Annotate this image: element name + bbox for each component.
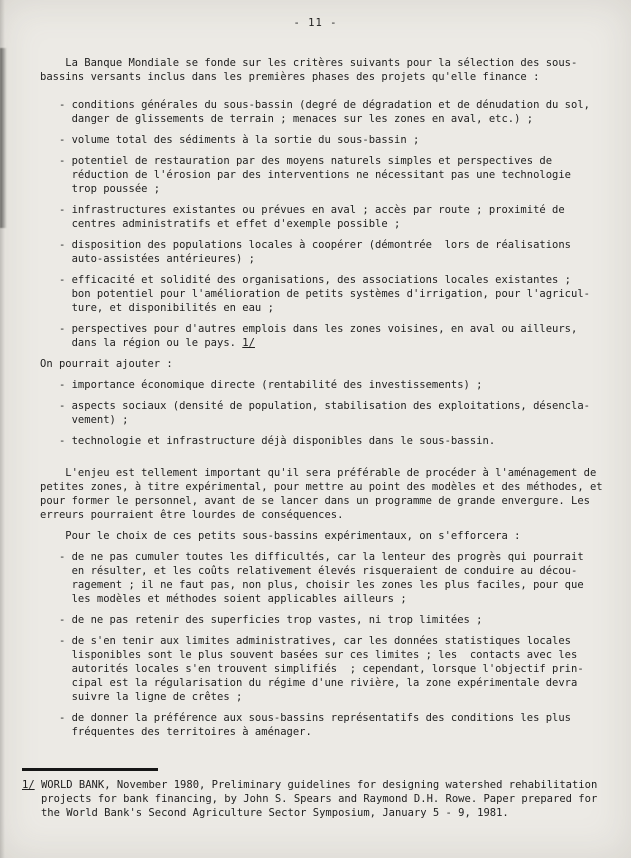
intro-paragraph [40,56,609,84]
footnote [22,768,622,820]
enjeu-paragraph [40,466,609,522]
text-line: - potentiel de restauration par des moyens naturels simples et perspectives de [40,155,553,167]
text-line: - importance économique directe (rentabilité des investissements) ; [40,379,483,391]
criteria-item [40,322,609,350]
text-line: - infrastructures existantes ou prévues en aval ; accès par route ; proximité de [40,204,565,216]
text-line: - aspects sociaux (densité de population, stabilisation des exploitations, désencla- [40,400,590,412]
text-line: - disposition des populations locales à coopérer (démontrée lors de réalisations [40,239,572,251]
footnote-ref: 1/ [242,337,255,349]
text-line [40,336,609,350]
text-line: auto-assistées antérieures) ; [40,253,255,265]
text-line: erreurs pourraient être lourdes de conséquences. [40,509,344,521]
footnote-separator [22,768,158,771]
text-line: - perspectives pour d'autres emplois dans les zones voisines, en aval ou ailleurs, [40,323,578,335]
text-line: suivre la ligne de crêtes ; [40,691,243,703]
text-line: La Banque Mondiale se fonde sur les critères suivants pour la sélection des sous- [40,57,578,69]
page-body [0,30,631,739]
addition-item [40,434,609,448]
criteria-item [40,98,609,126]
text-line: Pour le choix de ces petits sous-bassins expérimentaux, on s'efforcera : [40,530,521,542]
text-line: On pourrait ajouter : [40,358,173,370]
text-line: trop poussée ; [40,183,161,195]
text-line: ragement ; il ne faut pas, non plus, choisir les zones les plus faciles, pour que [40,579,584,591]
page-number: - 11 - [293,17,338,29]
text-line: - volume total des sédiments à la sortie du sous-bassin ; [40,134,420,146]
addition-item [40,399,609,427]
text-line: - conditions générales du sous-bassin (degré de dégradation et de dénudation du sol, [40,99,590,111]
choice-item [40,634,609,704]
text-line: danger de glissements de terrain ; menaces sur les zones en aval, etc.) ; [40,113,534,125]
text-line [22,778,622,792]
text-line: les modèles et méthodes soient applicables ailleurs ; [40,593,407,605]
text-segment: dans la région ou le pays. [40,337,243,349]
choice-item [40,711,609,739]
addition-item [40,378,609,392]
text-line: lisponibles sont le plus souvent basées sur ces limites ; les contacts avec les [40,649,578,661]
text-line: cipal est la régularisation du régime d'une rivière, la zone expérimentale devra [40,677,578,689]
scan-edge-shade [0,0,5,858]
text-line: - de ne pas retenir des superficies trop vastes, ni trop limitées ; [40,614,483,626]
text-line: L'enjeu est tellement important qu'il sera préférable de procéder à l'aménagement de [40,467,597,479]
additions-intro [40,357,609,371]
text-line: projects for bank financing, by John S. Spears and Raymond D.H. Rowe. Paper prepared for [22,793,598,805]
text-line: - de s'en tenir aux limites administratives, car les données statistiques locales [40,635,572,647]
footnote-ref: 1/ [22,779,35,791]
text-line: - technologie et infrastructure déjà disponibles dans le sous-bassin. [40,435,496,447]
text-line: petites zones, à titre expérimental, pour mettre au point des modèles et des méthodes, et [40,481,603,493]
choice-item [40,550,609,606]
text-line: pour former le personnel, avant de se lancer dans un programme de grande envergure. Les [40,495,590,507]
text-line: autorités locales s'en trouvent simplifiés ; cependant, lorsque l'objectif prin- [40,663,584,675]
choice-item [40,613,609,627]
text-line: réduction de l'érosion par des interventions ne nécessitant pas une technologie [40,169,572,181]
text-line: bassins versants inclus dans les premières phases des projets qu'elle finance : [40,71,540,83]
text-line: - de donner la préférence aux sous-bassins représentatifs des conditions les plus [40,712,572,724]
text-line: - efficacité et solidité des organisations, des associations locales existantes ; [40,274,572,286]
criteria-item [40,238,609,266]
criteria-item [40,203,609,231]
text-line: vement) ; [40,414,129,426]
criteria-item [40,133,609,147]
criteria-item [40,273,609,315]
text-segment: WORLD BANK, November 1980, Preliminary guidelines for designing watershed rehabilitation [34,779,598,791]
text-line: the World Bank's Second Agriculture Sector Symposium, January 5 - 9, 1981. [22,807,509,819]
text-line: ture, et disponibilités en eau ; [40,302,274,314]
text-line: fréquentes des territoires à aménager. [40,726,312,738]
text-line: - de ne pas cumuler toutes les difficultés, car la lenteur des progrès qui pourrait [40,551,584,563]
choice-intro [40,529,609,543]
text-line: centres administratifs et effet d'exemple possible ; [40,218,401,230]
criteria-item [40,154,609,196]
text-line: en résulter, et les coûts relativement élevés risqueraient de conduire au décou- [40,565,578,577]
text-line: bon potentiel pour l'amélioration de petits systèmes d'irrigation, pour l'agricul- [40,288,590,300]
